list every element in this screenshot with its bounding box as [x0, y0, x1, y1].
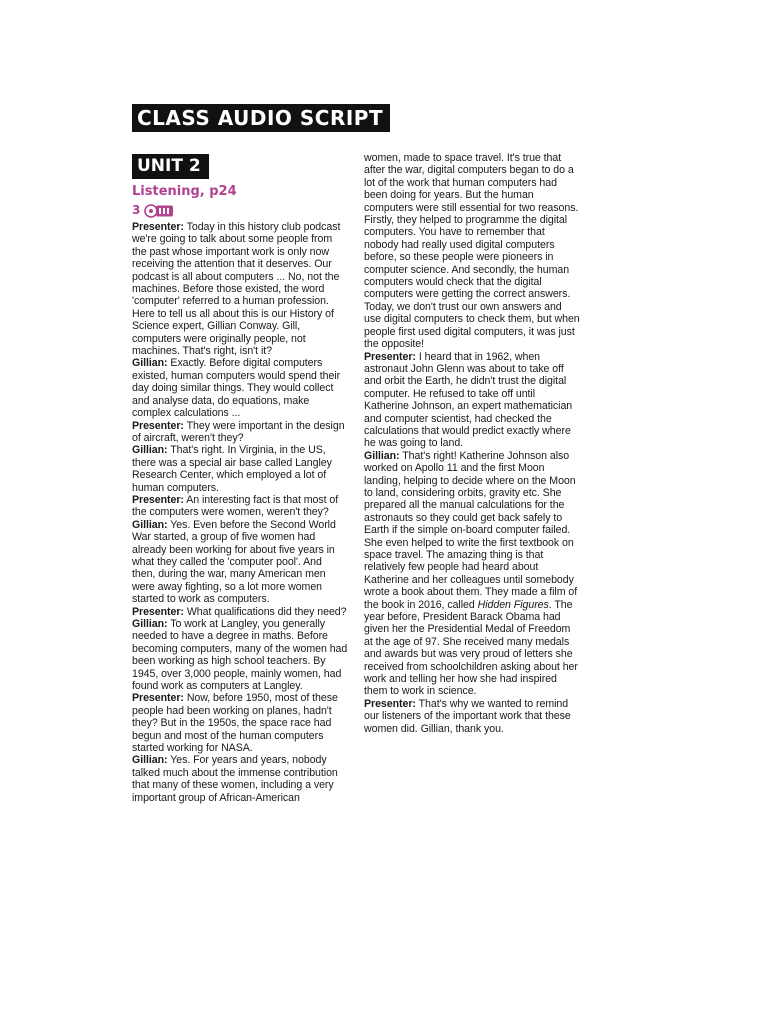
speaker-name: Presenter: — [364, 697, 416, 710]
speaker-name: Gillian: — [132, 618, 168, 630]
line-text: That's right! Katherine Johnson also worked on Apollo 11 and the first Moon landing, helping to decide where on the Moon to land, considering orbits, gravity etc. She prepared all the manual calculations for the astronauts so they could get back safely to Earth if the simple on-board computer failed. She even helped to write the first textbook on space travel. The amazing thing is that relatively few people had heard about Katherine and her colleagues until somebody wrote a book about them. They made a film of the book in 2016, called — [364, 449, 578, 611]
dialogue-line — [132, 494, 348, 519]
line-text: They were important in the design of aircraft, weren't they? — [132, 419, 345, 444]
line-text: Today in this history club podcast we're going to talk about some people from the past whose important work is only now receiving the attention that it deserves. Our podcast is all about computers ... No, not the machines. Before those existed, the word 'computer' referred to a human profession. Here to tell us all about this is our History of Science expert, Gillian Conway. Gill, computers were originally people, not machines. That's right, isn't it? — [132, 221, 341, 358]
speaker-name: Presenter: — [132, 493, 184, 506]
unit-heading: UNIT 2 — [132, 154, 209, 179]
speaker-name: Gillian: — [132, 518, 168, 531]
line-text: What qualifications did they need? — [186, 605, 347, 618]
page-title: CLASS AUDIO SCRIPT — [132, 104, 390, 132]
speaker-name: Gillian: — [132, 444, 168, 457]
speaker-name: Presenter: — [132, 605, 184, 618]
line-text: Yes. For years and years, nobody talked much about the immense contribution that many of these women, including a very important group of African-American — [132, 754, 338, 804]
line-text: Yes. Even before the Second World War started, a group of five women had already been working for about five years in what they called the 'computer pool'. And then, during the war, many American men were away fighting, so a lot more women started to work as computers. — [132, 518, 336, 606]
speaker-name: Presenter: — [132, 419, 184, 432]
line-text: . The year before, President Barack Obama had given her the Presidential Medal of Freedom at the age of 97. She received many medals and awards but was very proud of letters she received from schoolchildren asking about her work and telling her how she had inspired them to work in science. — [364, 598, 578, 698]
script-column-right — [364, 152, 580, 735]
line-text: To work at Langley, you generally needed to have a degree in maths. Before becoming computers, many of the women had been working as high school teachers. By 1945, over 3,000 people, mainly women, had found work as computers at Langley. — [132, 618, 348, 693]
dialogue-line — [364, 450, 580, 698]
speaker-name: Presenter: — [132, 221, 184, 233]
speaker-name: Gillian: — [132, 357, 168, 370]
line-text: That's why we wanted to remind our listeners of the important work that these women did. Gillian, thank you. — [364, 697, 571, 735]
line-text: That's right. In Virginia, in the US, there was a special air base called Langley Research Center, which employed a lot of human computers. — [132, 444, 332, 494]
line-text: Exactly. Before digital computers existed, human computers would spend their day doing similar things. They would collect and analyse data, do equations, make complex calculations ... — [132, 357, 341, 420]
dialogue-line — [132, 692, 348, 754]
line-text: Now, before 1950, most of these people had been working on planes, hadn't they? But in the 1950s, the space race had begun and most of the human computers started working for NASA. — [132, 692, 338, 755]
book-title: Hidden Figures — [477, 598, 549, 611]
speaker-name: Presenter: — [132, 692, 184, 705]
line-text: An interesting fact is that most of the computers were women, weren't they? — [132, 493, 339, 519]
dialogue-continuation: women, made to space travel. It's true that after the war, digital computers began to do a lot of the work that human computers had been doing for years. But the human computers were still essential for two reasons. Firstly, they helped to programme the digital computers. You have to remember that nobody had really used digital computers before, so these people were pioneers in computer science. And secondly, the human computers would check that the digital computers were getting the correct answers. Today, we don't trust our own answers and use digital computers to check them, but when people first used digital computers, it was just the opposite! — [364, 152, 580, 351]
dialogue-line — [364, 351, 580, 450]
dialogue-line — [132, 221, 348, 357]
speaker-name: Presenter: — [364, 350, 416, 363]
speaker-name: Gillian: — [364, 449, 400, 462]
speaker-name: Gillian: — [132, 754, 168, 767]
audio-cd-icon — [144, 204, 174, 218]
dialogue-line — [132, 519, 348, 606]
dialogue-line — [132, 357, 348, 419]
section-heading: Listening, p24 — [132, 184, 237, 199]
line-text: I heard that in 1962, when astronaut John Glenn was about to take off and orbit the Earth, he didn't trust the digital computer. He refused to take off until Katherine Johnson, an expert mathematician and computer scientist, had checked the calculations that would predict exactly where he was going to land. — [364, 350, 573, 450]
dialogue-line — [132, 444, 348, 494]
dialogue-line — [132, 606, 348, 618]
dialogue-line — [132, 754, 348, 804]
dialogue-line — [364, 698, 580, 735]
track-number: 3 — [132, 203, 141, 217]
script-column-left — [132, 221, 348, 804]
dialogue-line — [132, 420, 348, 445]
track-label — [132, 203, 174, 218]
dialogue-line — [132, 618, 348, 692]
